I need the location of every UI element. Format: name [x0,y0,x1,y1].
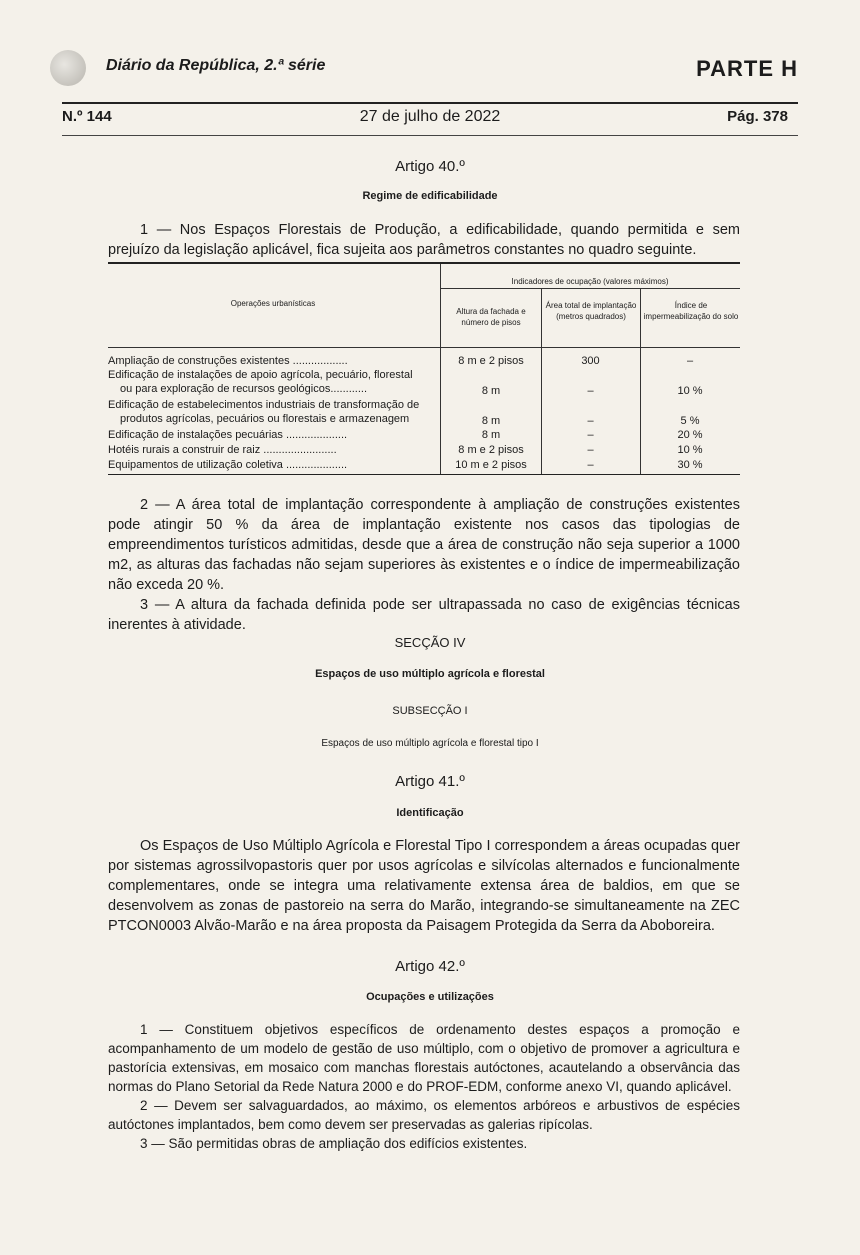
table-cell-indice: 20 % [677,429,703,441]
table-cell-area: 300 [581,355,600,367]
table-row-op: Ampliação de construções existentes .................. [108,355,348,367]
table-cell-altura: 8 m e 2 pisos [458,355,524,367]
article-40-paragraph-2 [108,495,740,635]
table-row-op: Hotéis rurais a construir de raiz ........................ [108,444,337,456]
subsection-title: SUBSECÇÃO I [392,705,468,717]
header-rule-bottom [62,135,798,136]
table-row-op: Edificação de estabelecimentos industriais de transformação de [108,399,420,411]
subsection-subtitle: Espaços de uso múltiplo agrícola e florestal tipo I [321,738,539,749]
header-area: Área total de implantação (metros quadrados) [545,301,637,321]
issue-date: 27 de julho de 2022 [359,108,501,125]
table-cell-altura: 8 m [481,415,501,427]
issue-number: N.º 144 [62,108,112,125]
header-rule [62,102,798,104]
article-42-title: Artigo 42.º [395,958,465,975]
article-40-paragraph-1 [108,220,740,260]
header-group-rule [440,288,740,289]
paragraph-text: 1 — Nos Espaços Florestais de Produção, a edificabilidade, quando permitida e sem prejuízo da legislação aplicável, fica sujeita aos parâmetros constantes no quadro seguinte. [108,222,740,258]
table-header-rule [108,347,740,348]
table-cell-area: – [587,415,594,427]
table-bottom-rule [108,474,740,475]
republic-emblem-icon [50,50,86,86]
table-cell-area: – [587,385,594,397]
parte-label: PARTE H [696,56,798,81]
table-cell-indice: 30 % [677,459,703,471]
header-indicators: Indicadores de ocupação (valores máximos) [511,277,669,286]
table-cell-altura: 8 m [481,385,501,397]
header-indice: Índice de impermeabilização do solo [643,301,739,321]
table-cell-indice: 10 % [677,444,703,456]
table-row-op-cont: ou para exploração de recursos geológicos............ [120,383,368,395]
table-cell-indice: 10 % [677,385,703,397]
table-row-op: Edificação de instalações de apoio agrícola, pecuário, florestal [108,369,413,381]
header-altura: Altura da fachada e número de pisos [456,307,526,327]
article-41-paragraph [108,836,740,936]
table-cell-area: – [587,459,594,471]
paragraph-text: Os Espaços de Uso Múltiplo Agrícola e Florestal Tipo I correspondem a áreas ocupadas quer por sistemas agrossilvopastoris quer por usos agrícolas e silvícolas alternados e funcionalmente complementares, onde se integra uma relativamente extensa área de baldios, em que se desenvolvem as zonas de pastoreio na serra do Marão, integrando-se simultaneamente na ZEC PTCON0003 Alvão-Marão e na área proposta da Paisagem Protegida da Serra da Aboboreira. [108,838,740,934]
paragraph-text: 2 — A área total de implantação correspondente à ampliação de construções existentes pode atingir 50 % da área de implantação existente nos casos das tipologias de empreendimentos turísticos admitidas, desde que a área de construção não seja superior a 1000 m2, as alturas das fachadas não sejam superiores às existentes e o índice de impermeabilização não exceda 20 %. [108,497,740,593]
table-row-op: Equipamentos de utilização coletiva .................... [108,459,348,471]
table-top-rule [108,262,740,264]
page-number: Pág. 378 [727,108,788,125]
paragraph-text: 3 — São permitidas obras de ampliação dos edifícios existentes. [140,1136,528,1151]
article-41-subtitle: Identificação [396,807,464,819]
paragraph-text: 3 — A altura da fachada definida pode ser ultrapassada no caso de exigências técnicas inerentes à atividade. [108,597,740,633]
table-cell-altura: 8 m [481,429,501,441]
section-title: SECÇÃO IV [394,635,466,650]
table-cell-area: – [587,429,594,441]
header-operations: Operações urbanísticas [230,299,316,308]
article-40-title: Artigo 40.º [395,158,465,175]
table-cell-indice: – [686,355,694,367]
paragraph-text: 1 — Constituem objetivos específicos de ordenamento destes espaços a promoção e acompanhamento de um modelo de gestão de uso múltiplo, com o objetivo de promover a agricultura e pastorícia extensivas, em mosaico com manchas florestais autóctones, acautelando a observância das normas do Plano Setorial da Rede Natura 2000 e do PROF-EDM, conforme anexo VI, quando aplicável. [108,1022,740,1094]
table-cell-altura: 8 m e 2 pisos [458,444,524,456]
table-cell-area: – [587,444,594,456]
table-row-op-cont: produtos agrícolas, pecuários ou florestais e armazenagem [120,413,410,425]
section-subtitle: Espaços de uso múltiplo agrícola e florestal [315,668,545,680]
article-41-title: Artigo 41.º [395,773,465,790]
table-cell-indice: 5 % [680,415,700,427]
article-42-subtitle: Ocupações e utilizações [366,991,494,1003]
paragraph-text: 2 — Devem ser salvaguardados, ao máximo, os elementos arbóreos e arbustivos de espécies autóctones implantados, bem como devem ser preservadas as galerias ripícolas. [108,1098,740,1132]
journal-title: Diário da República, 2.ª série [106,57,326,74]
table-row-op: Edificação de instalações pecuárias .................... [108,429,348,441]
article-40-subtitle: Regime de edificabilidade [362,190,498,202]
article-42-paragraphs [108,1020,740,1153]
table-cell-altura: 10 m e 2 pisos [455,459,527,471]
